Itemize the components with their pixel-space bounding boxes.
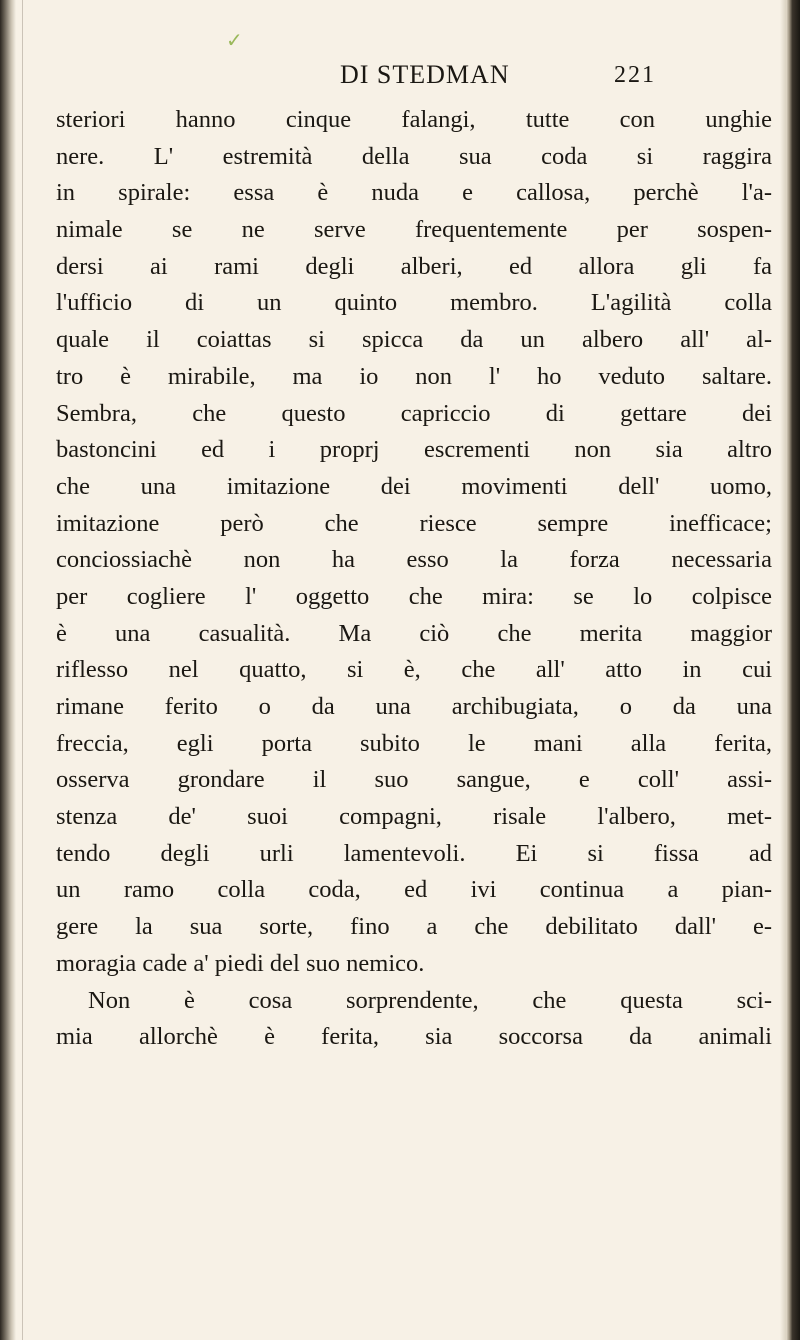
text-line: conciossiachè non ha esso la forza necessaria: [56, 546, 772, 574]
body-text: [56, 102, 772, 1056]
running-head: DI STEDMAN: [340, 60, 510, 89]
text-line: stenza de' suoi compagni, risale l'albero, met-: [56, 803, 772, 831]
text-line: Non è cosa sorprendente, che questa sci-: [88, 986, 772, 1014]
text-line: in spirale: essa è nuda e callosa, perchè l'a-: [56, 179, 772, 207]
text-line: imitazione però che riesce sempre inefficace;: [56, 509, 772, 537]
text-line: moragia cade a' piedi del suo nemico.: [56, 949, 425, 977]
text-line: tendo degli urli lamentevoli. Ei si fissa ad: [56, 839, 772, 867]
text-line: mia allorchè è ferita, sia soccorsa da animali: [56, 1023, 772, 1051]
text-line: è una casualità. Ma ciò che merita maggior: [56, 619, 772, 647]
text-line: freccia, egli porta subito le mani alla ferita,: [56, 729, 772, 757]
text-line: dersi ai rami degli alberi, ed allora gli fa: [56, 252, 772, 280]
text-line: riflesso nel quatto, si è, che all' atto in cui: [56, 656, 772, 684]
text-line: bastoncini ed i proprj escrementi non sia altro: [56, 436, 772, 464]
binding-gutter: [0, 0, 16, 1340]
gutter-line: [22, 0, 23, 1340]
text-line: gere la sua sorte, fino a che debilitato dall' e-: [56, 913, 772, 941]
page-edge-right: [786, 0, 800, 1340]
text-line: osserva grondare il suo sangue, e coll' assi-: [56, 766, 772, 794]
text-line: nere. L' estremità della sua coda si raggira: [56, 142, 772, 170]
pencil-check-mark-icon: ✓: [226, 28, 243, 52]
text-line: che una imitazione dei movimenti dell' uomo,: [56, 472, 772, 500]
text-line: l'ufficio di un quinto membro. L'agilità colla: [56, 289, 772, 317]
text-line: nimale se ne serve frequentemente per sospen-: [56, 216, 772, 244]
text-line: tro è mirabile, ma io non l' ho veduto saltare.: [56, 362, 772, 390]
page-number: 221: [614, 62, 656, 88]
text-line: quale il coiattas si spicca da un albero all' al-: [56, 326, 772, 354]
text-line: rimane ferito o da una archibugiata, o da una: [56, 693, 772, 720]
text-line: steriori hanno cinque falangi, tutte con unghie: [56, 106, 772, 133]
text-line: per cogliere l' oggetto che mira: se lo colpisce: [56, 582, 772, 610]
text-line: Sembra, che questo capriccio di gettare dei: [56, 399, 772, 427]
text-line: un ramo colla coda, ed ivi continua a pian-: [56, 876, 772, 904]
page-header: [0, 60, 800, 100]
